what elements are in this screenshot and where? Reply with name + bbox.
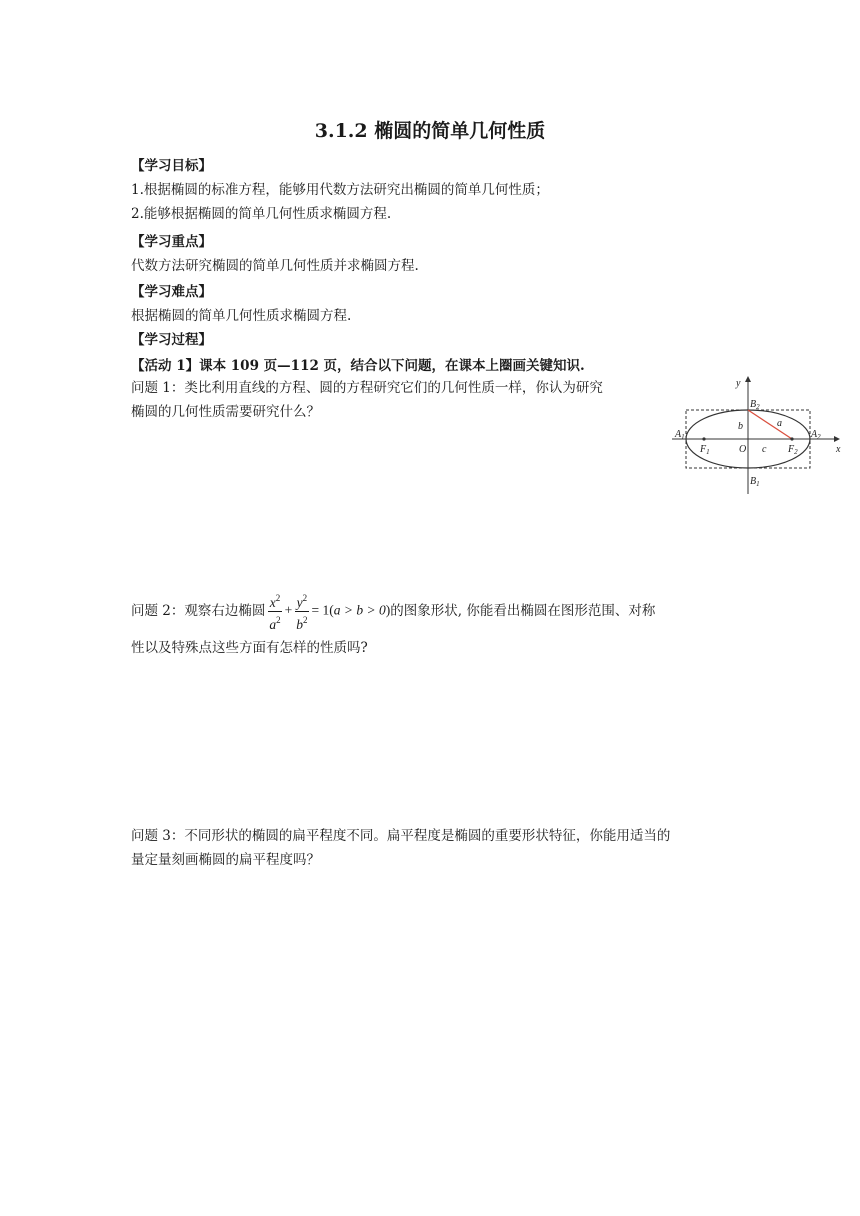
goal-item-1: 1.根据椭圆的标准方程，能够用代数方法研究出椭圆的简单几何性质； <box>131 182 549 198</box>
difficulties-text: 根据椭圆的简单几何性质求椭圆方程. <box>131 308 352 324</box>
label-f1: $F_1$ <box>700 444 710 456</box>
activity1-heading: 【活动 1】课本 109 页—112 页，结合以下问题，在课本上圈画关键知识. <box>131 358 585 374</box>
key-points-heading: 【学习重点】 <box>131 234 212 250</box>
label-x: x <box>836 444 841 455</box>
goals-heading: 【学习目标】 <box>131 158 212 174</box>
x-axis-arrow-icon <box>834 436 840 442</box>
label-a: a <box>777 418 782 429</box>
label-a2: $A_2$ <box>811 429 821 441</box>
y-axis-arrow-icon <box>745 376 751 382</box>
question-1-line-1: 问题 1：类比利用直线的方程、圆的方程研究它们的几何性质一样，你认为研究 <box>131 380 603 396</box>
question-3-line-1: 问题 3：不同形状的椭圆的扁平程度不同。扁平程度是椭圆的重要形状特征，你能用适当的 <box>131 828 671 844</box>
label-f2: $F_2$ <box>788 444 798 456</box>
question-2-line-2: 性以及特殊点这些方面有怎样的性质吗? <box>131 640 368 656</box>
label-b2: $B_2$ <box>750 399 760 411</box>
question-2-suffix: 的图象形状, 你能看出椭圆在图形范围、对称 <box>390 603 656 619</box>
page-title: 3.1.2 椭圆的简单几何性质 <box>314 120 546 142</box>
label-a1: $A_1$ <box>675 429 685 441</box>
focus-f1-point <box>702 437 705 440</box>
key-points-text: 代数方法研究椭圆的简单几何性质并求椭圆方程. <box>131 258 419 274</box>
label-b1: $B_1$ <box>750 476 760 488</box>
label-c: c <box>762 444 767 455</box>
label-b: b <box>738 421 743 432</box>
focus-f2-point <box>790 437 793 440</box>
question-3-line-2: 量定量刻画椭圆的扁平程度吗？ <box>131 852 320 868</box>
label-y: y <box>736 378 741 389</box>
question-2-line-1 <box>131 590 655 633</box>
segment-a <box>748 410 792 439</box>
label-origin: O <box>739 444 747 455</box>
ellipse-figure <box>664 372 846 498</box>
difficulties-heading: 【学习难点】 <box>131 284 212 300</box>
process-heading: 【学习过程】 <box>131 332 212 348</box>
question-2-prefix: 问题 2：观察右边椭圆 <box>131 603 266 619</box>
goal-item-2: 2.能够根据椭圆的简单几何性质求椭圆方程. <box>131 206 392 222</box>
question-1-line-2: 椭圆的几何性质需要研究什么？ <box>131 404 320 420</box>
ellipse-equation: $\frac{x^2}{a^2}$ + $\frac{y^2}{b^2}$ = 1(a > b > 0) <box>265 590 390 633</box>
